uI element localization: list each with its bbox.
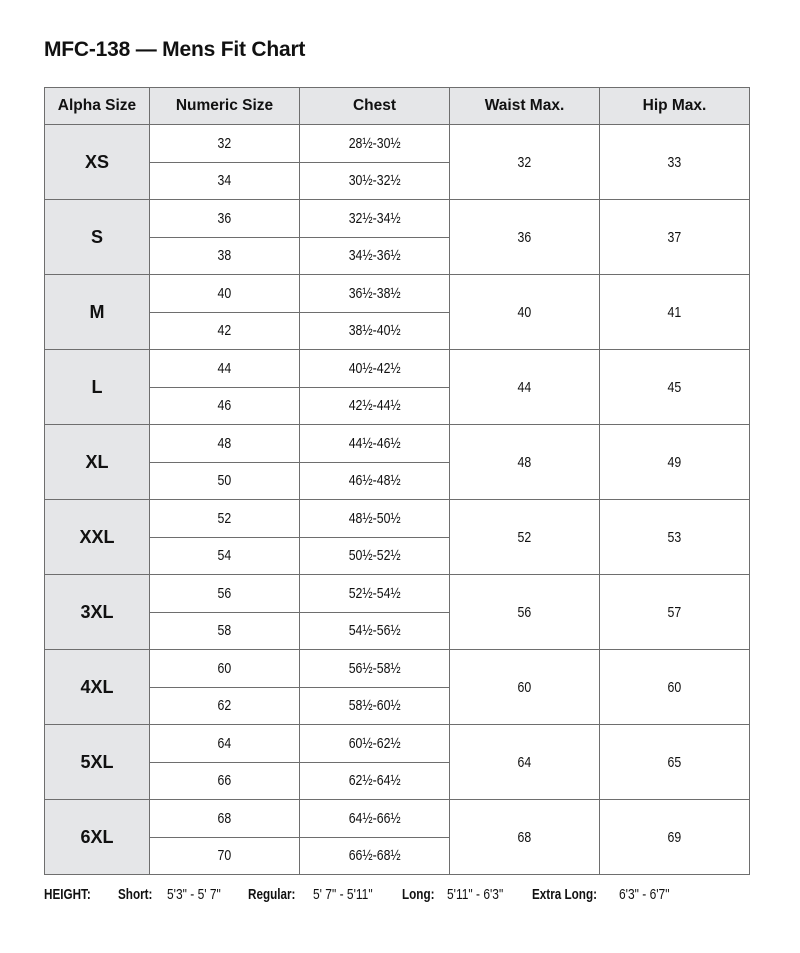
chest-cell <box>300 312 450 350</box>
table-row <box>45 350 750 388</box>
chest-value: 30½-32½ <box>348 172 401 190</box>
numeric-size-cell <box>150 537 300 575</box>
hip-max-value: 69 <box>667 828 682 846</box>
waist-max-value: 40 <box>517 303 532 321</box>
chest-value: 28½-30½ <box>348 134 401 152</box>
chest-value: 46½-48½ <box>348 472 401 490</box>
waist-max-cell <box>450 500 600 575</box>
alpha-size-cell: XS <box>45 125 150 200</box>
table-row <box>45 275 750 313</box>
numeric-size-cell <box>150 762 300 800</box>
alpha-size-cell: S <box>45 200 150 275</box>
hip-max-cell <box>600 650 750 725</box>
chest-cell <box>300 200 450 238</box>
height-legend <box>44 886 693 903</box>
hip-max-cell <box>600 800 750 875</box>
numeric-size-cell <box>150 350 300 388</box>
chest-cell <box>300 800 450 838</box>
chest-cell <box>300 125 450 163</box>
table-row <box>45 650 750 688</box>
alpha-size-cell: M <box>45 275 150 350</box>
hip-max-value: 37 <box>667 228 682 246</box>
numeric-size-value: 58 <box>217 622 232 640</box>
numeric-size-cell <box>150 687 300 725</box>
table-row <box>45 125 750 163</box>
alpha-size-cell: XL <box>45 425 150 500</box>
waist-max-value: 36 <box>517 228 532 246</box>
waist-max-cell <box>450 575 600 650</box>
chest-value: 32½-34½ <box>348 209 401 227</box>
numeric-size-value: 32 <box>217 134 232 152</box>
header-chest: Chest <box>300 88 450 125</box>
alpha-size-cell: XXL <box>45 500 150 575</box>
fit-chart-table <box>44 87 750 875</box>
alpha-size-cell: 3XL <box>45 575 150 650</box>
alpha-size-cell: 5XL <box>45 725 150 800</box>
numeric-size-cell <box>150 462 300 500</box>
chest-value: 58½-60½ <box>348 697 401 715</box>
numeric-size-cell <box>150 837 300 875</box>
waist-max-cell <box>450 125 600 200</box>
alpha-size-cell: L <box>45 350 150 425</box>
waist-max-cell <box>450 800 600 875</box>
alpha-size-cell: 6XL <box>45 800 150 875</box>
waist-max-cell <box>450 350 600 425</box>
waist-max-value: 56 <box>517 603 532 621</box>
chest-cell <box>300 162 450 200</box>
hip-max-value: 53 <box>667 528 682 546</box>
hip-max-value: 45 <box>667 378 682 396</box>
chest-cell <box>300 500 450 538</box>
waist-max-cell <box>450 650 600 725</box>
header-waist-max: Waist Max. <box>450 88 600 125</box>
table-row <box>45 200 750 238</box>
hip-max-value: 57 <box>667 603 682 621</box>
numeric-size-value: 56 <box>217 584 232 602</box>
table-row <box>45 725 750 763</box>
numeric-size-value: 60 <box>217 659 232 677</box>
chest-cell <box>300 387 450 425</box>
chest-value: 36½-38½ <box>348 284 401 302</box>
waist-max-value: 52 <box>517 528 532 546</box>
table-row <box>45 800 750 838</box>
numeric-size-value: 50 <box>217 472 232 490</box>
height-long: Long: 5'11" - 6'3" <box>401 886 504 903</box>
chest-value: 44½-46½ <box>348 434 401 452</box>
waist-max-value: 44 <box>517 378 532 396</box>
chest-cell <box>300 837 450 875</box>
chest-cell <box>300 725 450 763</box>
numeric-size-value: 70 <box>217 847 232 865</box>
chest-value: 48½-50½ <box>348 509 401 527</box>
chest-value: 54½-56½ <box>348 622 401 640</box>
numeric-size-value: 36 <box>217 209 232 227</box>
chest-value: 42½-44½ <box>348 397 401 415</box>
chest-cell <box>300 275 450 313</box>
numeric-size-cell <box>150 162 300 200</box>
hip-max-value: 65 <box>667 753 682 771</box>
table-row <box>45 425 750 463</box>
chest-cell <box>300 537 450 575</box>
numeric-size-value: 54 <box>217 547 232 565</box>
chest-cell <box>300 650 450 688</box>
waist-max-value: 64 <box>517 753 532 771</box>
chest-cell <box>300 425 450 463</box>
chest-cell <box>300 612 450 650</box>
chest-value: 50½-52½ <box>348 547 401 565</box>
chest-value: 34½-36½ <box>348 247 401 265</box>
chest-value: 56½-58½ <box>348 659 401 677</box>
numeric-size-value: 38 <box>217 247 232 265</box>
hip-max-value: 49 <box>667 453 682 471</box>
numeric-size-value: 34 <box>217 172 232 190</box>
header-alpha-size: Alpha Size <box>45 88 150 125</box>
table-body <box>45 125 750 875</box>
numeric-size-cell <box>150 312 300 350</box>
waist-max-cell <box>450 725 600 800</box>
hip-max-cell <box>600 425 750 500</box>
table-row <box>45 575 750 613</box>
chest-cell <box>300 237 450 275</box>
waist-max-value: 68 <box>517 828 532 846</box>
chest-value: 38½-40½ <box>348 322 401 340</box>
numeric-size-cell <box>150 425 300 463</box>
numeric-size-value: 44 <box>217 359 232 377</box>
waist-max-value: 48 <box>517 453 532 471</box>
numeric-size-value: 52 <box>217 509 232 527</box>
numeric-size-value: 46 <box>217 397 232 415</box>
table-row <box>45 500 750 538</box>
numeric-size-cell <box>150 237 300 275</box>
numeric-size-value: 40 <box>217 284 232 302</box>
hip-max-cell <box>600 125 750 200</box>
numeric-size-cell <box>150 650 300 688</box>
header-hip-max: Hip Max. <box>600 88 750 125</box>
chest-cell <box>300 762 450 800</box>
chest-value: 62½-64½ <box>348 772 401 790</box>
alpha-size-cell: 4XL <box>45 650 150 725</box>
numeric-size-value: 68 <box>217 809 232 827</box>
chest-cell <box>300 350 450 388</box>
waist-max-cell <box>450 200 600 275</box>
chest-value: 52½-54½ <box>348 584 401 602</box>
numeric-size-cell <box>150 575 300 613</box>
chest-value: 66½-68½ <box>348 847 401 865</box>
numeric-size-value: 64 <box>217 734 232 752</box>
numeric-size-value: 62 <box>217 697 232 715</box>
numeric-size-cell <box>150 125 300 163</box>
hip-max-value: 33 <box>667 153 682 171</box>
chest-cell <box>300 687 450 725</box>
hip-max-cell <box>600 275 750 350</box>
chest-cell <box>300 575 450 613</box>
waist-max-value: 60 <box>517 678 532 696</box>
page-title: MFC-138 — Mens Fit Chart <box>44 38 306 61</box>
hip-max-cell <box>600 575 750 650</box>
waist-max-cell <box>450 275 600 350</box>
hip-max-cell <box>600 500 750 575</box>
waist-max-cell <box>450 425 600 500</box>
hip-max-value: 41 <box>667 303 682 321</box>
table-header-row <box>45 88 750 125</box>
hip-max-cell <box>600 725 750 800</box>
chest-value: 40½-42½ <box>348 359 401 377</box>
numeric-size-value: 48 <box>217 434 232 452</box>
hip-max-value: 60 <box>667 678 682 696</box>
numeric-size-value: 42 <box>217 322 232 340</box>
chest-value: 60½-62½ <box>348 734 401 752</box>
numeric-size-cell <box>150 200 300 238</box>
numeric-size-cell <box>150 387 300 425</box>
height-regular: Regular: 5' 7" - 5'11" <box>247 886 373 903</box>
height-short: Short: 5'3" - 5' 7" <box>118 886 221 903</box>
chest-cell <box>300 462 450 500</box>
height-label: HEIGHT: <box>44 886 91 903</box>
hip-max-cell <box>600 200 750 275</box>
numeric-size-value: 66 <box>217 772 232 790</box>
numeric-size-cell <box>150 725 300 763</box>
numeric-size-cell <box>150 800 300 838</box>
height-extra-long: Extra Long: 6'3" - 6'7" <box>531 886 670 903</box>
waist-max-value: 32 <box>517 153 532 171</box>
chest-value: 64½-66½ <box>348 809 401 827</box>
header-numeric-size: Numeric Size <box>150 88 300 125</box>
hip-max-cell <box>600 350 750 425</box>
numeric-size-cell <box>150 500 300 538</box>
numeric-size-cell <box>150 612 300 650</box>
numeric-size-cell <box>150 275 300 313</box>
